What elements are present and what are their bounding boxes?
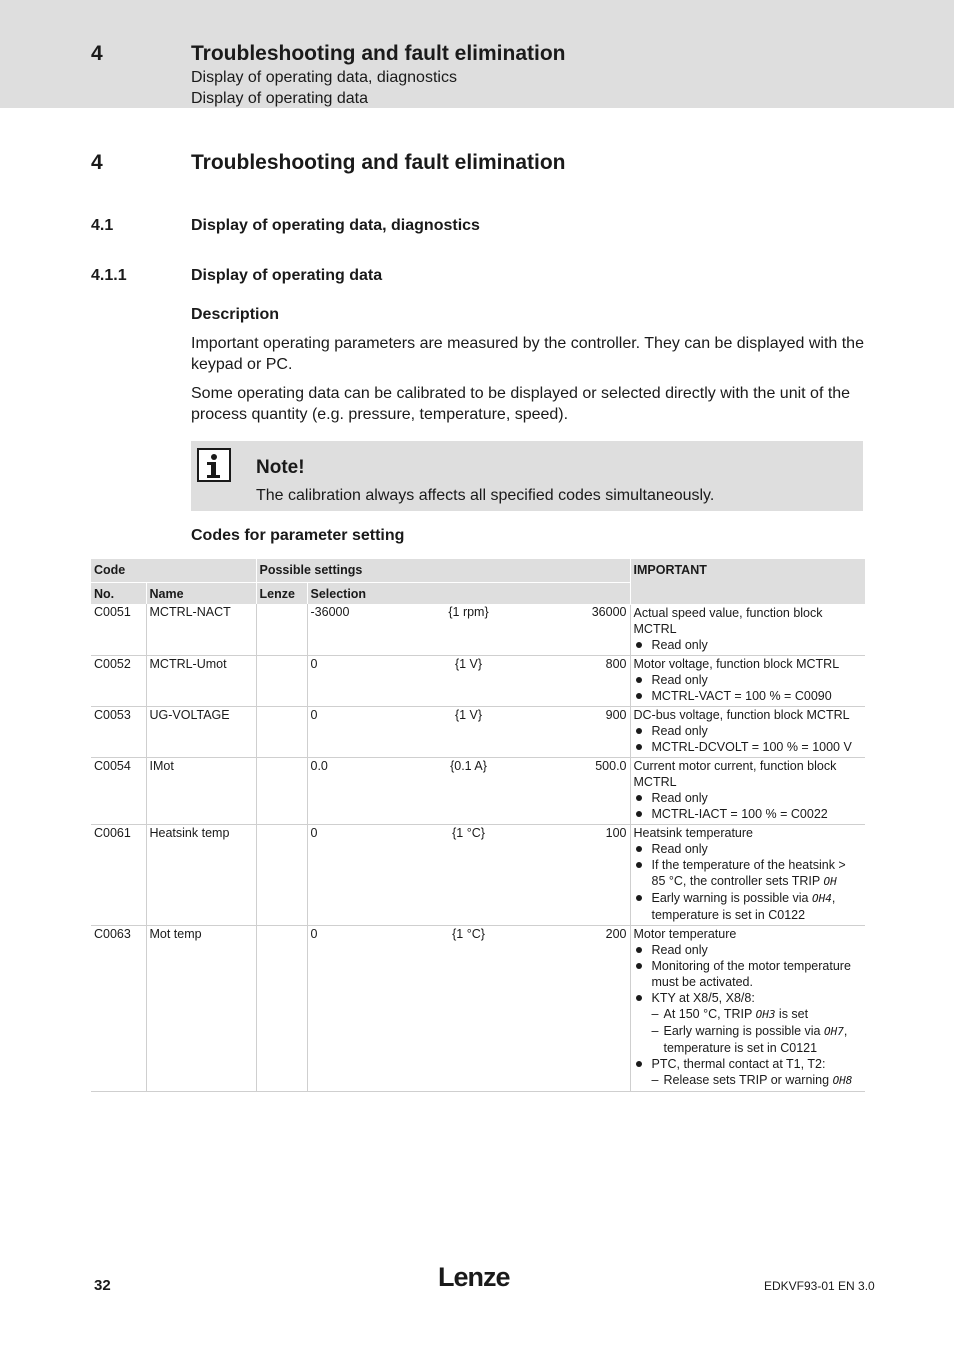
dash-item	[652, 1072, 863, 1089]
selection-max: 200	[605, 926, 627, 941]
header-code: Code	[91, 559, 256, 583]
selection-step: {1 V}	[454, 707, 483, 722]
selection-max: 800	[605, 656, 627, 671]
selection-min: 0	[310, 926, 318, 941]
document-id: EDKVF93-01 EN 3.0	[764, 1279, 875, 1293]
selection-step: {1 rpm}	[448, 605, 489, 619]
code-name: Heatsink temp	[146, 824, 256, 925]
code-important	[630, 655, 865, 706]
bullet-text: Early warning is possible via	[651, 890, 812, 905]
header-name: Name	[146, 583, 256, 605]
code-number: C0054	[91, 757, 146, 824]
bullet-item	[634, 890, 863, 923]
bullet-item: Read only	[634, 637, 863, 653]
lenze-logo: Lenze	[438, 1262, 510, 1292]
selection-min: 0	[310, 825, 318, 840]
selection-max: 36000	[591, 605, 627, 619]
dash-text: is set	[775, 1006, 809, 1021]
dash-text: , temperature is set in C0121	[663, 1023, 848, 1055]
bullet-text: , temperature is set in C0122	[651, 890, 836, 922]
bullet-item	[634, 990, 863, 1056]
code-number: C0063	[91, 925, 146, 1091]
code-selection	[307, 925, 630, 1091]
code-lenze	[256, 925, 307, 1091]
code-name: MCTRL-Umot	[146, 655, 256, 706]
header-selection: Selection	[307, 583, 630, 605]
bullet-item: Monitoring of the motor temperature must be activated.	[634, 958, 863, 990]
note-box	[191, 441, 863, 511]
code-selection	[307, 757, 630, 824]
bullet-text: PTC, thermal contact at T1, T2:	[651, 1056, 826, 1071]
header-possible-settings: Possible settings	[256, 559, 630, 583]
selection-min: 0	[310, 656, 318, 671]
selection-step: {0.1 A}	[450, 758, 487, 773]
code-important	[630, 824, 865, 925]
bullet-item: Read only	[634, 723, 863, 739]
code-name: IMot	[146, 757, 256, 824]
bullet-item: MCTRL-VACT = 100 % = C0090	[634, 688, 863, 704]
selection-max: 100	[605, 825, 627, 840]
bullet-item: Read only	[634, 790, 863, 806]
important-description: Motor temperature	[633, 926, 737, 941]
code-lenze	[256, 824, 307, 925]
bullet-item: Read only	[634, 672, 863, 688]
description-paragraph-2: Some operating data can be calibrated to be displayed or selected directly with the unit of the process quantity (e.g. pressure, temperature, speed).	[191, 385, 851, 423]
code-important	[630, 925, 865, 1091]
page-number: 32	[94, 1277, 111, 1294]
important-description: Actual speed value, function block MCTRL	[633, 605, 823, 636]
fault-code: OH7	[824, 1024, 844, 1038]
table-row	[91, 925, 865, 1091]
selection-step: {1 °C}	[452, 926, 485, 941]
important-description: Heatsink temperature	[633, 825, 754, 840]
codes-heading: Codes for parameter setting	[191, 527, 405, 544]
header-chapter-title: Troubleshooting and fault elimination	[191, 42, 566, 65]
selection-min: 0	[310, 707, 318, 722]
code-selection	[307, 706, 630, 757]
info-icon	[197, 448, 231, 482]
page-header	[0, 0, 954, 108]
table-row	[91, 604, 865, 655]
code-selection	[307, 824, 630, 925]
dash-text: Early warning is possible via	[663, 1023, 824, 1038]
code-lenze	[256, 604, 307, 655]
fault-code: OH4	[812, 891, 832, 905]
code-number: C0051	[91, 604, 146, 655]
header-subtitle-1: Display of operating data, diagnostics	[191, 69, 457, 86]
code-name: UG-VOLTAGE	[146, 706, 256, 757]
fault-code: OH	[823, 874, 837, 888]
code-selection	[307, 655, 630, 706]
codes-table	[91, 559, 865, 1092]
header-no: No.	[91, 583, 146, 605]
bullet-text: If the temperature of the heatsink > 85 °C, the controller sets TRIP	[651, 857, 846, 888]
header-subtitle-2: Display of operating data	[191, 90, 368, 107]
important-description: Current motor current, function block MCTRL	[633, 758, 837, 789]
table-row	[91, 757, 865, 824]
important-description: DC-bus voltage, function block MCTRL	[633, 707, 850, 722]
code-number: C0053	[91, 706, 146, 757]
description-heading: Description	[191, 306, 280, 323]
bullet-item	[634, 857, 863, 890]
section-4-number: 4	[91, 151, 103, 174]
code-important	[630, 757, 865, 824]
header-chapter-number: 4	[91, 42, 103, 65]
header-important: IMPORTANT	[630, 559, 865, 604]
bullet-item: MCTRL-IACT = 100 % = C0022	[634, 806, 863, 822]
code-number: C0052	[91, 655, 146, 706]
selection-max: 900	[605, 707, 627, 722]
bullet-item: Read only	[634, 942, 863, 958]
dash-item	[652, 1006, 863, 1023]
description-paragraph-1: Important operating parameters are measured by the controller. They can be displayed with the keypad or PC.	[191, 335, 864, 373]
code-important	[630, 604, 865, 655]
code-lenze	[256, 757, 307, 824]
section-4-1-title: Display of operating data, diagnostics	[191, 217, 480, 234]
selection-step: {1 V}	[454, 656, 483, 671]
fault-code: OH8	[832, 1073, 853, 1087]
bullet-text: KTY at X8/5, X8/8:	[651, 990, 755, 1005]
selection-min: 0.0	[310, 758, 328, 773]
bullet-item: MCTRL-DCVOLT = 100 % = 1000 V	[634, 739, 863, 755]
section-4-1-number: 4.1	[91, 217, 114, 234]
code-name: Mot temp	[146, 925, 256, 1091]
table-row	[91, 706, 865, 757]
important-description: Motor voltage, function block MCTRL	[633, 656, 840, 671]
selection-max: 500.0	[595, 758, 627, 773]
header-lenze: Lenze	[256, 583, 307, 605]
bullet-item: Read only	[634, 841, 863, 857]
code-lenze	[256, 706, 307, 757]
dash-text: At 150 °C, TRIP	[663, 1006, 756, 1021]
note-title: Note!	[256, 457, 305, 478]
bullet-item	[634, 1056, 863, 1089]
section-4-title: Troubleshooting and fault elimination	[191, 151, 566, 174]
code-name: MCTRL-NACT	[146, 604, 256, 655]
selection-min: -36000	[310, 605, 350, 619]
code-lenze	[256, 655, 307, 706]
dash-text: Release sets TRIP or warning	[663, 1072, 833, 1087]
table-row	[91, 655, 865, 706]
note-text: The calibration always affects all specified codes simultaneously.	[256, 487, 715, 504]
table-row	[91, 824, 865, 925]
dash-item	[652, 1023, 863, 1056]
code-selection	[307, 604, 630, 655]
code-number: C0061	[91, 824, 146, 925]
selection-step: {1 °C}	[452, 825, 485, 840]
code-important	[630, 706, 865, 757]
section-4-1-1-number: 4.1.1	[91, 267, 127, 284]
fault-code: OH3	[755, 1007, 776, 1021]
section-4-1-1-title: Display of operating data	[191, 267, 383, 284]
